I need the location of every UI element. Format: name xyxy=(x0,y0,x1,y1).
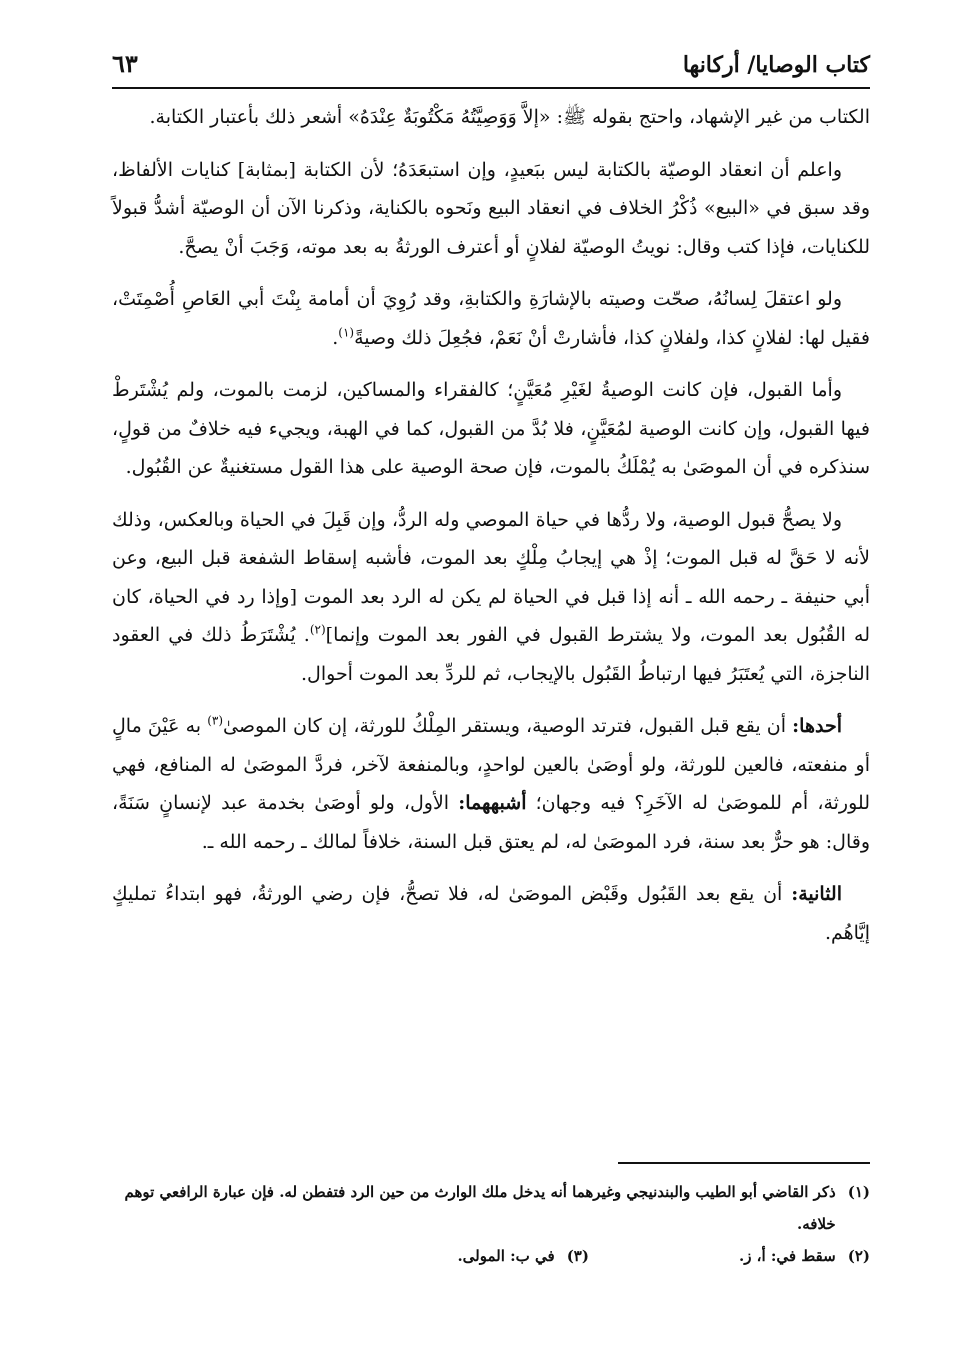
footnote-text: سقط في: أ، ز. xyxy=(738,1247,836,1265)
paragraph-text: وأما القبول، فإن كانت الوصيةُ لغَيْرِ مُعَيَّنٍ؛ كالفقراء والمساكين، لزمت بالموت، ولم يُشْتَرطْ فيها القبول، وإن كانت الوصية لمُعَيَّنٍ، فلا بُدَّ من القبول، كما في الهبة، ويجيء فيه خلافٌ من قولٍ، سنذكره في أن الموصَىٰ به يُمْلَكُ بالموت، فإن صحة الوصية على هذا القول مستغنيةٌ عن القُبُول. xyxy=(112,379,870,478)
paragraph xyxy=(112,280,870,357)
paragraph xyxy=(112,98,870,137)
header-rule xyxy=(112,87,870,89)
paragraph-text: الكتاب من غير الإشهاد، واحتج بقوله ﷺ: «إلاَّ وَوَصِيَّتُهُ مَكْتُوبَةٌ عِنْدَهُ» أشعر ذلك بأعتبار الكتابة. xyxy=(149,106,870,128)
section-keyword: الثانية: xyxy=(791,883,842,905)
running-title: كتاب الوصايا/ أركانها xyxy=(682,52,870,78)
paragraph xyxy=(112,151,870,267)
footnote-mark: (٢) xyxy=(847,1247,870,1265)
paragraph-text-tail: الأول، ولو أوصَىٰ بخدمة عبد لإنسانٍ سَنَةً، وقال: هو حرٌّ بعد سنة، فرد الموصَىٰ له، لم يعتق قبل السنة، خلافاً لمالك ـ رحمه الله ـ. xyxy=(112,792,870,853)
paragraph xyxy=(112,501,870,694)
section-keyword: أشبههما: xyxy=(458,792,527,814)
footnote-mark: (١) xyxy=(847,1183,870,1201)
paragraph-text: ولا يصحُّ قبول الوصية، ولا ردُّها في حياة الموصي وله الردُّ، وإن قَبِلَ في الحياة وبالعكس، وذلك لأنه لا حَقَّ له قبل الموت؛ إذْ هي إيجابُ مِلْكٍ بعد الموت، فأشبه إسقاط الشفعة قبل البيع، وعن أبي حنيفة ـ رحمه الله ـ أنه إذا قبل في الحياة لم يكن له الرد بعد الموت [وإذا رد في الحياة، كان له القُبُول بعد الموت، ولا يشترط القبول في الفور بعد الموت وإنما] xyxy=(112,508,870,646)
footnote-text: في ب: المولى. xyxy=(457,1247,555,1265)
period: . xyxy=(332,326,339,349)
paragraph-text-tail: . يُشْتَرَطُ ذلك في العقود الناجزة، التي يُعتَبَرُ فيها ارتباطُ القَبُول بالإيجاب، ثم للردِّ بعد الموت أحوال. xyxy=(112,624,870,685)
paragraph-text: أن يقع قبل القبول، فترتد الوصية، ويستقر المِلْكُ للورثة، إن كان الموصىٰ xyxy=(223,715,787,737)
footnote-rule xyxy=(618,1162,870,1164)
footnote-ref: (٢) xyxy=(309,622,326,637)
footnote xyxy=(112,1176,870,1240)
page-header xyxy=(112,38,870,78)
paragraph-text: ولو اعتقلَ لِسانُهُ، صحّت وصيته بالإشارَةِ والكتابةِ، وقد رُوِيَ أن أمامة بِنْتَ أبي العَاصِ أُصْمِتَتْ، فقيل لها: لفلانٍ كذا، ولفلانٍ كذا، فأشارتْ أنْ نَعَمْ، فجُعِلَ ذلك وصيةً xyxy=(112,288,870,349)
paragraph xyxy=(112,707,870,861)
paragraph-text: أن يقع بعد القَبُول وقَبْض الموصَىٰ له، فلا تصحُّ، فإن رضي الورثةُ، فهو ابتداءُ تمليكٍ إيَّاهُم. xyxy=(112,883,870,944)
main-text xyxy=(112,98,870,966)
footnote-mark: (٣) xyxy=(566,1247,589,1265)
paragraph xyxy=(112,875,870,952)
footnote-ref: (٣) xyxy=(207,713,224,728)
footnote xyxy=(739,1240,870,1272)
paragraph-text-tail: به عَيْنَ مالٍ أو منفعته، فالعين للورثة، ولو أوصَىٰ بالعين لواحدٍ، وبالمنفعة لآخر، فردَّ الموصَىٰ له المنافع، فهي للورثة، أم للموصَىٰ له الآخَرِ؟ فيه وجهان؛ xyxy=(112,715,870,814)
paragraph-text: واعلم أن انعقاد الوصيّة بالكتابة ليس ببَعيدٍ، وإن استبعَدَهُ؛ لأن الكتابة [بمثابة] كنايات الألفاظ، وقد سبق في «البيع» ذُكْرُ الخلاف في انعقاد البيع ونَحوه بالكناية، وذكرنا الآن أن الوصيّة أشدُّ قبولاً للكنايات، فإذا كتب وقال: نويتُ الوصيّة لفلانٍ أو أعترف الورثةُ به بعد موته، وَجَبَ أنْ يصحَّ. xyxy=(112,158,870,258)
footnote-ref: (١) xyxy=(338,325,355,340)
footnote xyxy=(457,1240,589,1272)
footnote-row xyxy=(112,1240,870,1272)
footnotes xyxy=(112,1176,870,1272)
paragraph xyxy=(112,371,870,487)
page-number: ٦٣ xyxy=(112,49,138,78)
section-keyword: أحدها: xyxy=(792,715,842,737)
footnote-text: ذكر القاضي أبو الطيب والبندنيجي وغيرهما أنه يدخل ملك الوارث من حين الرد فتفطن له. فإن عبارة الرافعي توهم خلافه. xyxy=(124,1183,836,1233)
